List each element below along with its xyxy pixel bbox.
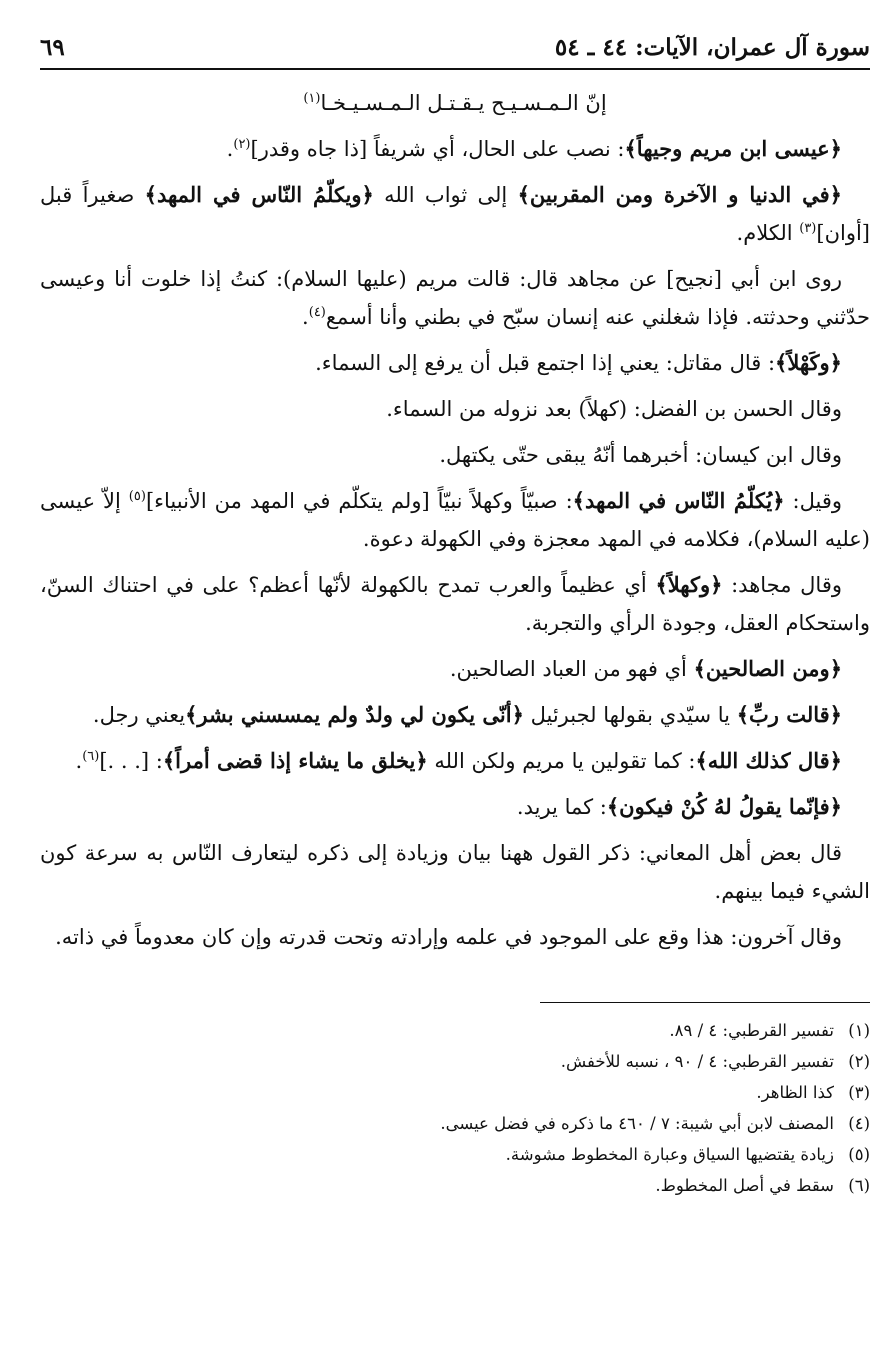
paragraph: [40, 176, 870, 252]
footnote-text: كذا الظاهر.: [756, 1083, 834, 1102]
quran-quote: ﴿فإنّما يقولُ لهُ كُنْ فيكون﴾: [606, 794, 842, 819]
text-run: إلى ثواب الله: [373, 183, 518, 207]
quran-quote: ﴿عيسى ابن مريم وجيهاً﴾: [624, 136, 842, 161]
header-rule: [40, 68, 870, 70]
footnote-number: (٥): [848, 1145, 870, 1164]
footnote: [40, 1077, 870, 1108]
text-run: وقال ابن كيسان: أخبرهما أنّهُ يبقى حتّى يكتهل.: [439, 443, 842, 467]
paragraph: [40, 788, 870, 826]
paragraph: [40, 696, 870, 734]
text-run: إنّ الـمـسـيـح يـقـتـل الـمـسـيـخـا: [320, 91, 607, 115]
paragraph: [40, 834, 870, 910]
footnote-ref: (٥): [128, 489, 146, 504]
text-run: قال بعض أهل المعاني: ذكر القول ههنا بيان وزيادة إلى ذكره ليتعارف النّاس به سرعة كون الشيء فيما بينهم.: [40, 841, 870, 903]
text-run: : نصب على الحال، أي شريفاً [ذا جاه وقدر]: [250, 137, 625, 161]
quran-quote: ﴿ويكلّمُ النّاس في المهد﴾: [144, 182, 374, 207]
footnote-text: المصنف لابن أبي شيبة: ٧ / ٤٦٠ ما ذكره في فضل عيسى.: [440, 1114, 834, 1133]
footnote-text: زيادة يقتضيها السياق وعبارة المخطوط مشوشة.: [505, 1145, 834, 1164]
quran-quote: ﴿أنّى يكون لي ولدٌ ولم يمسسني بشر﴾: [185, 702, 524, 727]
header-title: سورة آل عمران، الآيات: ٤٤ ـ ٥٤: [554, 34, 870, 61]
text-run: وقال آخرون: هذا وقع على الموجود في علمه وإرادته وتحت قدرته وإن كان معدوماً في ذاته.: [55, 925, 842, 949]
text-run: : كما تقولين يا مريم ولكن الله: [427, 749, 696, 773]
paragraph: [40, 742, 870, 780]
text-run: : [. . .]: [99, 749, 163, 773]
paragraph: [40, 566, 870, 642]
quran-quote: ﴿وكهلاً﴾: [655, 572, 723, 597]
quran-quote: ﴿ومن الصالحين﴾: [693, 656, 842, 681]
paragraph: [40, 390, 870, 428]
footnotes: [40, 1015, 870, 1201]
footnote: [40, 1139, 870, 1170]
paragraph: [40, 260, 870, 336]
footnote: [40, 1170, 870, 1201]
paragraph: [40, 482, 870, 558]
text-run: وقيل:: [784, 489, 843, 513]
text-run: يعني رجل.: [92, 703, 186, 727]
footnote-number: (٣): [848, 1083, 870, 1102]
running-header: [40, 30, 870, 66]
paragraph: [40, 650, 870, 688]
footnote-number: (٤): [848, 1114, 870, 1133]
quran-quote: ﴿يخلق ما يشاء إذا قضى أمراً﴾: [162, 748, 428, 773]
footnote-ref: (٢): [233, 137, 251, 152]
paragraph: [40, 84, 870, 122]
quran-quote: ﴿قالت ربِّ﴾: [736, 702, 842, 727]
footnote-number: (١): [848, 1021, 870, 1040]
quran-quote: ﴿في الدنيا و الآخرة ومن المقربين﴾: [517, 182, 842, 207]
text-run: أي فهو من العباد الصالحين.: [449, 657, 694, 681]
text-run: صغيراً قبل [أوان]: [40, 183, 870, 245]
text-run: أي عظيماً والعرب تمدح بالكهولة لأنّها أعظم؟ على في احتناك السنّ، واستحكام العقل، وجودة الرأي والتجربة.: [40, 573, 870, 635]
text-run: وقال مجاهد:: [722, 573, 843, 597]
paragraph: [40, 436, 870, 474]
quran-quote: ﴿قال كذلك الله﴾: [695, 748, 842, 773]
paragraph: [40, 918, 870, 956]
body-text: [40, 84, 870, 956]
footnote-separator: [540, 1002, 870, 1003]
text-run: الكلام.: [736, 221, 800, 245]
paragraph: [40, 344, 870, 382]
text-run: : قال مقاتل: يعني إذا اجتمع قبل أن يرفع إلى السماء.: [315, 351, 776, 375]
text-run: : كما يريد.: [516, 795, 607, 819]
book-page: [40, 30, 870, 1201]
footnote-ref: (٦): [82, 749, 100, 764]
text-run: وقال الحسن بن الفضل: (كهلاً) بعد نزوله من السماء.: [386, 397, 842, 421]
footnote-text: تفسير القرطبي: ٤ / ٨٩.: [669, 1021, 834, 1040]
text-run: روى ابن أبي [نجيح] عن مجاهد قال: قالت مريم (عليها السلام): كنتُ إذا خلوت أنا وعيسى حدّثني وحدثته. فإذا شغلني عنه إنسان سبّح في بطني وأنا أسمع: [40, 267, 870, 329]
footnote: [40, 1046, 870, 1077]
footnote-ref: (٤): [308, 305, 326, 320]
footnote-number: (٦): [848, 1176, 870, 1195]
footnote: [40, 1015, 870, 1046]
paragraph: [40, 130, 870, 168]
text-run: .: [302, 305, 309, 329]
text-run: .: [226, 137, 234, 161]
text-run: : صبيّاً وكهلاً نبيّاً [ولم يتكلّم في المهد من الأنبياء]: [145, 489, 573, 513]
footnote-text: تفسير القرطبي: ٤ / ٩٠ ، نسبه للأخفش.: [560, 1052, 834, 1071]
text-run: يا سيّدي بقولها لجبرئيل: [523, 703, 737, 727]
text-run: .: [75, 749, 83, 773]
footnote-ref: (٣): [799, 221, 817, 236]
quran-quote: ﴿وكَهْلاً﴾: [775, 350, 842, 375]
footnote-ref: (١): [303, 91, 321, 106]
quran-quote: ﴿يُكلّمُ النّاس في المهد﴾: [572, 488, 785, 513]
footnote: [40, 1108, 870, 1139]
page-number: ٦٩: [40, 34, 65, 61]
footnote-text: سقط في أصل المخطوط.: [655, 1176, 834, 1195]
footnote-number: (٢): [848, 1052, 870, 1071]
text-run: إلاّ عيسى (عليه السلام)، فكلامه في المهد معجزة وفي الكهولة دعوة.: [40, 489, 870, 551]
